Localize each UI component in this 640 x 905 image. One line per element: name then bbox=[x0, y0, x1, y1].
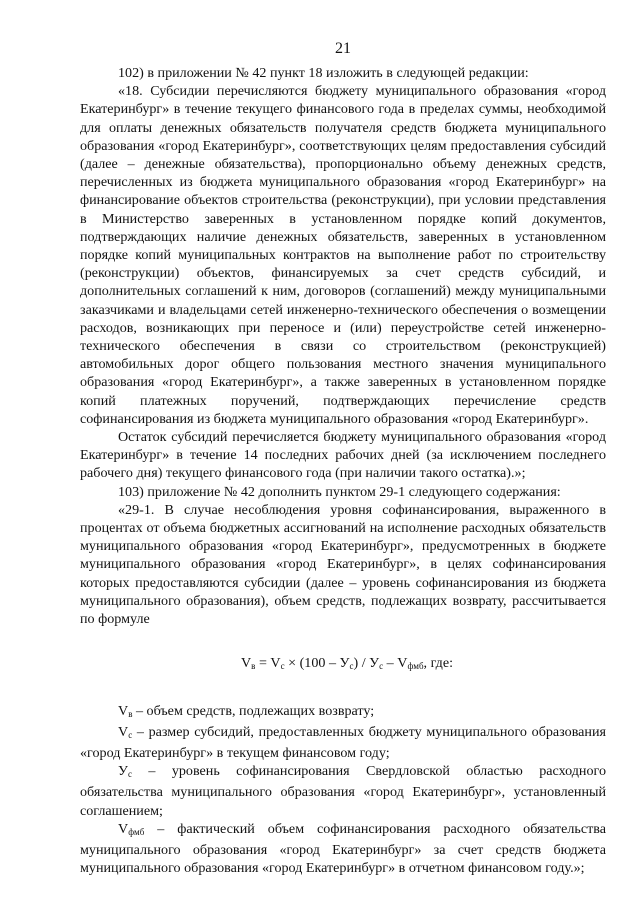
formula-sub-c1: с bbox=[280, 661, 285, 672]
section-103-intro: 103) приложение № 42 дополнить пунктом 29-1 следующего содержания: bbox=[118, 483, 561, 500]
formula-sub-c3: с bbox=[379, 661, 384, 672]
definition-symbol: У bbox=[118, 763, 128, 780]
section-102-intro: 102) в приложении № 42 пункт 18 изложить в следующей редакции: bbox=[118, 65, 529, 81]
definition-subscript: с bbox=[128, 729, 133, 740]
definition-text: – размер субсидий, предоставленных бюджету муниципального образования «город Екатеринбург» в текущем финансовом году; bbox=[80, 723, 606, 761]
formula-tail: , где: bbox=[423, 655, 454, 672]
definition-text: – объем средств, подлежащих возврату; bbox=[132, 702, 375, 719]
definition-vc bbox=[80, 723, 606, 762]
formula-sub-c2: с bbox=[349, 661, 354, 672]
definition-symbol: V bbox=[118, 702, 129, 719]
formula-sub-fmb: фмб bbox=[407, 661, 424, 672]
definition-symbol: V bbox=[118, 723, 129, 740]
definition-text: – фактический объем софинансирования расходного обязательства муниципального образования «город Екатеринбург» за счет средств бюджета муниципального образования «город Екатеринбург» в отчетном финансовом году.»; bbox=[80, 820, 606, 877]
formula-v: V bbox=[240, 655, 252, 672]
formula-mid2: ) / У bbox=[353, 655, 380, 672]
section-102-paragraph-2: Остаток субсидий перечисляется бюджету муниципального образования «город Екатеринбург» в течение 14 последних рабочих дней (за исключением последнего рабочего дня) текущего финансового года (при наличии такого остатка).»; bbox=[80, 429, 606, 482]
document-body bbox=[80, 64, 606, 877]
page-number: 21 bbox=[335, 40, 351, 57]
formula-sub-v: в bbox=[251, 661, 256, 672]
definition-text: – уровень софинансирования Свердловской областью расходного обязательства муниципального образования «город Екатеринбург», установленный соглашением; bbox=[80, 763, 606, 819]
definition-subscript: в bbox=[128, 708, 133, 719]
definition-subscript: фмб bbox=[128, 826, 145, 837]
definition-vfmb bbox=[80, 820, 606, 878]
formula bbox=[80, 654, 606, 675]
definition-uc bbox=[80, 762, 606, 820]
section-102-paragraph-1: «18. Субсидии перечисляются бюджету муниципального образования «город Екатеринбург» в течение текущего финансового года в пределах суммы, необходимой для оплаты денежных обязательств получателя средств бюджета муниципального образования «город Екатеринбург», соответствующих целям предоставления субсидий (далее – денежные обязательства), пропорционально объему денежных средств, перечисленных из бюджета муниципального образования «город Екатеринбург» на финансирование объектов строительства (реконструкции), при условии представления в Министерство заверенных в установленном порядке копий документов, подтверждающих наличие денежных обязательств, заверенных в установленном порядке копий муниципальных контрактов на выполнение работ по строительству (реконструкции) объектов, финансируемых за счет средств субсидий, и дополнительных соглашений к ним, договоров (соглашений) между муниципальными заказчиками и владельцами сетей инженерно-технического обеспечения о возмещении расходов, возникающих при переносе и (или) переустройстве сетей инженерно-технического обеспечения в связи со строительством (реконструкцией) автомобильных дорог общего пользования местного значения муниципального образования «город Екатеринбург», а также заверенных в установленном порядке копий платежных поручений, подтверждающих перечисление средств софинансирования из бюджета муниципального образования «город Екатеринбург». bbox=[80, 83, 606, 427]
formula-mid1: × (100 – У bbox=[284, 655, 350, 672]
section-103-paragraph-1: «29-1. В случае несоблюдения уровня софинансирования, выраженного в процентах от объема бюджетных ассигнований на исполнение расходных обязательств муниципального образования «город Екатеринбург», предусмотренных в бюджете муниципального образования «город Екатеринбург», в целях софинансирования которых предоставляются субсидии (далее – уровень софинансирования из бюджета муниципального образования), объем средств, подлежащих возврату, рассчитывается по формуле bbox=[80, 501, 606, 628]
definition-symbol: V bbox=[118, 820, 129, 837]
formula-eq: = V bbox=[255, 655, 281, 672]
formula-mid3: – V bbox=[383, 655, 408, 672]
definition-subscript: с bbox=[127, 769, 132, 780]
definition-vv bbox=[80, 702, 606, 723]
